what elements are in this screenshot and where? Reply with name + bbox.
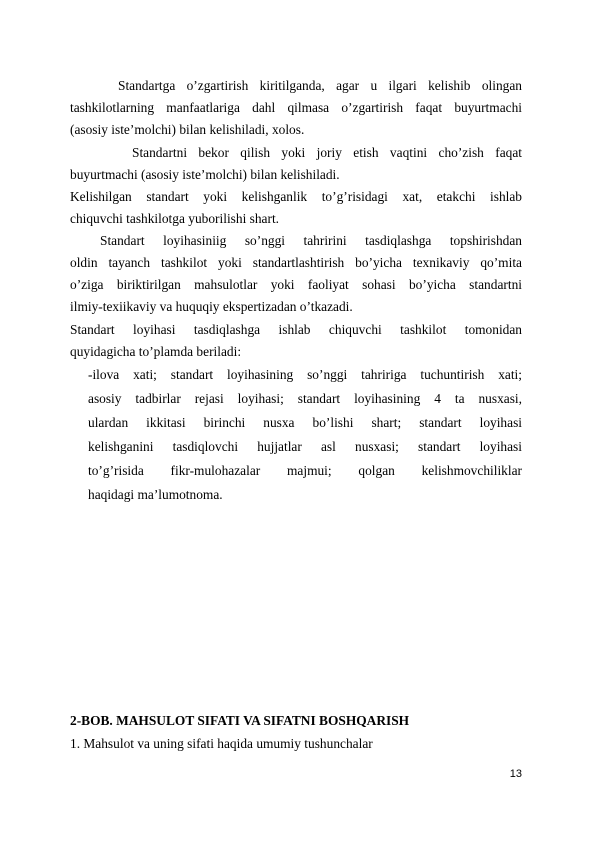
paragraph-line: Standart loyihasi tasdiqlashga ishlab chiquvchi tashkilot tomonidan — [70, 322, 522, 337]
paragraph-line: Standartni bekor qilish yoki joriy etish vaqtini cho’zish faqat — [132, 145, 522, 160]
paragraph-line: (asosiy iste’molchi) bilan kelishiladi, xolos. — [70, 122, 305, 137]
list-line: ulardan ikkitasi birinchi nusxa bo’lishi shart; standart loyihasi — [88, 415, 522, 430]
chapter-heading: 2-BOB. MAHSULOT SIFATI VA SIFATNI BOSHQARISH — [70, 713, 410, 728]
paragraph-line: Standart loyihasiniig so’nggi tahririni tasdiqlashga topshirishdan — [100, 233, 522, 248]
paragraph-line: Standartga o’zgartirish kiritilganda, agar u ilgari kelishib olingan — [118, 78, 522, 93]
paragraph-line: quyidagicha to’plamda beriladi: — [70, 344, 242, 359]
page-number: 13 — [509, 768, 522, 780]
paragraph-line: tashkilotlarning manfaatlariga dahl qilmasa o’zgartirish faqat buyurtmachi — [70, 100, 522, 115]
paragraph-line: ilmiy-texiikaviy va huquqiy ekspertizadan o’tkazadi. — [70, 299, 353, 314]
paragraph-line: o’ziga biriktirilgan mahsulotlar yoki faoliyat sohasi bo’yicha standartni — [70, 277, 522, 292]
list-line: to’g’risida fikr-mulohazalar majmui; qolgan kelishmovchiliklar — [88, 463, 522, 478]
list-line: kelishganini tasdiqlovchi hujjatlar asl nusxasi; standart loyihasi — [88, 439, 522, 454]
paragraph-line: chiquvchi tashkilotga yuborilishi shart. — [70, 211, 280, 226]
list-line: -ilova xati; standart loyihasining so’nggi tahririga tuchuntirish xati; — [88, 367, 522, 382]
paragraph-line: Kelishilgan standart yoki kelishganlik to’g’risidagi xat, etakchi ishlab — [70, 189, 522, 204]
section-subheading: 1. Mahsulot va uning sifati haqida umumiy tushunchalar — [70, 736, 373, 751]
list-line: asosiy tadbirlar rejasi loyihasi; standart loyihasining 4 ta nusxasi, — [88, 391, 522, 406]
paragraph-line: buyurtmachi (asosiy iste’molchi) bilan kelishiladi. — [70, 167, 340, 182]
paragraph-line: oldin tayanch tashkilot yoki standartlashtirish bo’yicha texnikaviy qo’mita — [70, 255, 522, 270]
list-line: haqidagi ma’lumotnoma. — [88, 487, 223, 502]
